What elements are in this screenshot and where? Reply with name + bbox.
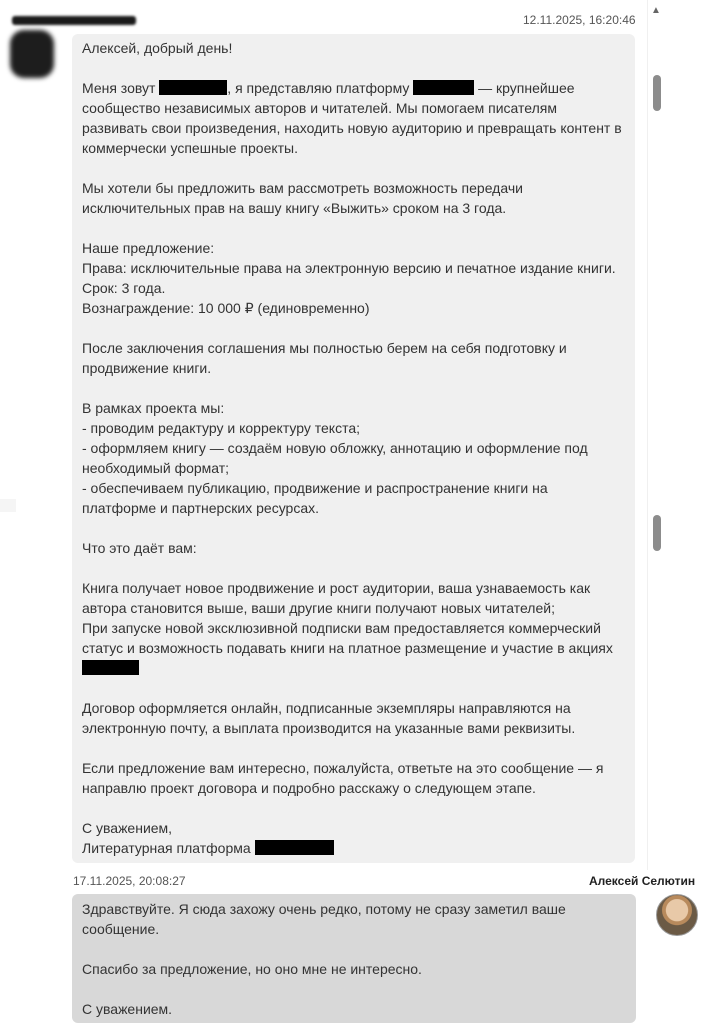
message-text: Если предложение вам интересно, пожалуйста, ответьте на это сообщение — я — [82, 760, 604, 776]
message-line — [82, 778, 536, 798]
redaction-box — [413, 80, 474, 95]
reply-line: Спасибо за предложение, но оно мне не интересно. — [82, 961, 422, 977]
message-text: коммерчески успешные проекты. — [82, 140, 298, 156]
message-text: сообщество независимых авторов и читателей. Мы помогаем писателям — [82, 100, 557, 116]
message-line — [82, 818, 172, 838]
message-text: С уважением, — [82, 820, 173, 836]
reply-message-bubble — [72, 894, 636, 1023]
message-text: Мы хотели бы предложить вам рассмотреть возможность передачи — [82, 180, 523, 196]
message-line — [82, 258, 616, 278]
message-line — [82, 618, 601, 638]
message-text: электронную почту, а выплата производится на указанные вами реквизиты. — [82, 720, 576, 736]
message-text: Срок: 3 года. — [82, 280, 166, 296]
message-text: В рамках проекта мы: — [82, 400, 225, 416]
message-text: — крупнейшее — [474, 80, 575, 96]
message-line — [82, 238, 214, 258]
message-line — [82, 698, 571, 718]
message-line — [82, 578, 590, 598]
message-line — [82, 358, 211, 378]
reply-line: С уважением. — [82, 1001, 173, 1017]
scrollbar-track[interactable] — [647, 0, 675, 510]
scrollbar-thumb-lower[interactable] — [653, 515, 661, 551]
scrollbar-track-lower[interactable] — [647, 510, 671, 870]
message-text: При запуске новой эксклюзивной подписки вам предоставляется коммерческий — [82, 620, 601, 636]
reply-author-name[interactable]: Алексей Селютин — [589, 874, 696, 888]
message-line — [82, 298, 370, 318]
message-text: Права: исключительные права на электронную версию и печатное издание книги. — [82, 260, 616, 276]
message-line — [82, 438, 588, 458]
message-line — [82, 118, 622, 138]
message-text: Наше предложение: — [82, 240, 215, 256]
message-line — [82, 598, 555, 618]
message-line — [82, 538, 197, 558]
message-text: Алексей, добрый день! — [82, 40, 233, 56]
message-text: Меня зовут — [82, 80, 160, 96]
sender-name-redacted — [12, 12, 136, 26]
reply-line: Здравствуйте. Я сюда захожу очень редко, потому не сразу заметил ваше — [82, 901, 566, 917]
message-line — [82, 658, 139, 678]
message-text: статус и возможность подавать книги на платное размещение и участие в акциях — [82, 640, 613, 656]
message-text: Договор оформляется онлайн, подписанные экземпляры направляются на — [82, 700, 571, 716]
message-line — [82, 838, 334, 858]
divider — [0, 499, 16, 512]
message-line — [82, 398, 224, 418]
incoming-message-bubble — [72, 34, 635, 863]
message-text: - обеспечиваем публикацию, продвижение и распространение книги на — [82, 480, 548, 496]
message-text: Что это даёт вам: — [82, 540, 197, 556]
reply-line: сообщение. — [82, 921, 160, 937]
message-line — [82, 38, 232, 58]
message-line — [82, 198, 506, 218]
message-text: автора становится выше, ваши другие книги получают новых читателей; — [82, 600, 555, 616]
message-text: - проводим редактуру и корректуру текста; — [82, 420, 361, 436]
redaction-box — [159, 80, 227, 95]
message-text: платформе и партнерских ресурсах. — [82, 500, 320, 516]
message-line — [82, 138, 298, 158]
message-text: , я представляю платформу — [227, 80, 414, 96]
message-text: продвижение книги. — [82, 360, 212, 376]
message-text: - оформляем книгу — создаём новую обложку, аннотацию и оформление под — [82, 440, 588, 456]
message-text: исключительных прав на вашу книгу «Выжить» сроком на 3 года. — [82, 200, 507, 216]
message-text: Вознаграждение: 10 000 ₽ (единовременно) — [82, 300, 370, 316]
message-line — [82, 278, 165, 298]
message-line — [82, 638, 613, 658]
message-line — [82, 458, 229, 478]
sender-avatar[interactable] — [10, 30, 54, 78]
redaction-box — [82, 660, 139, 675]
scroll-up-icon[interactable]: ▲ — [651, 5, 661, 16]
reply-timestamp: 17.11.2025, 20:08:27 — [73, 874, 186, 888]
message-line — [82, 78, 575, 98]
message-line — [82, 338, 567, 358]
message-line — [82, 718, 575, 738]
message-line — [82, 498, 319, 518]
message-timestamp: 12.11.2025, 16:20:46 — [523, 13, 636, 27]
message-text: Книга получает новое продвижение и рост аудитории, ваша узнаваемость как — [82, 580, 591, 596]
message-line — [82, 98, 557, 118]
message-text: развивать свои произведения, находить новую аудиторию и превращать контент в — [82, 120, 622, 136]
message-line — [82, 178, 523, 198]
message-line — [82, 418, 360, 438]
redaction-box — [255, 840, 334, 855]
message-text: После заключения соглашения мы полностью берем на себя подготовку и — [82, 340, 567, 356]
message-line — [82, 478, 548, 498]
message-text: направлю проект договора и подробно расскажу о следующем этапе. — [82, 780, 536, 796]
scrollbar-thumb[interactable] — [653, 75, 661, 111]
message-text: необходимый формат; — [82, 460, 230, 476]
message-line — [82, 758, 603, 778]
reply-author-avatar[interactable] — [656, 894, 698, 936]
message-text: Литературная платформа — [82, 840, 255, 856]
